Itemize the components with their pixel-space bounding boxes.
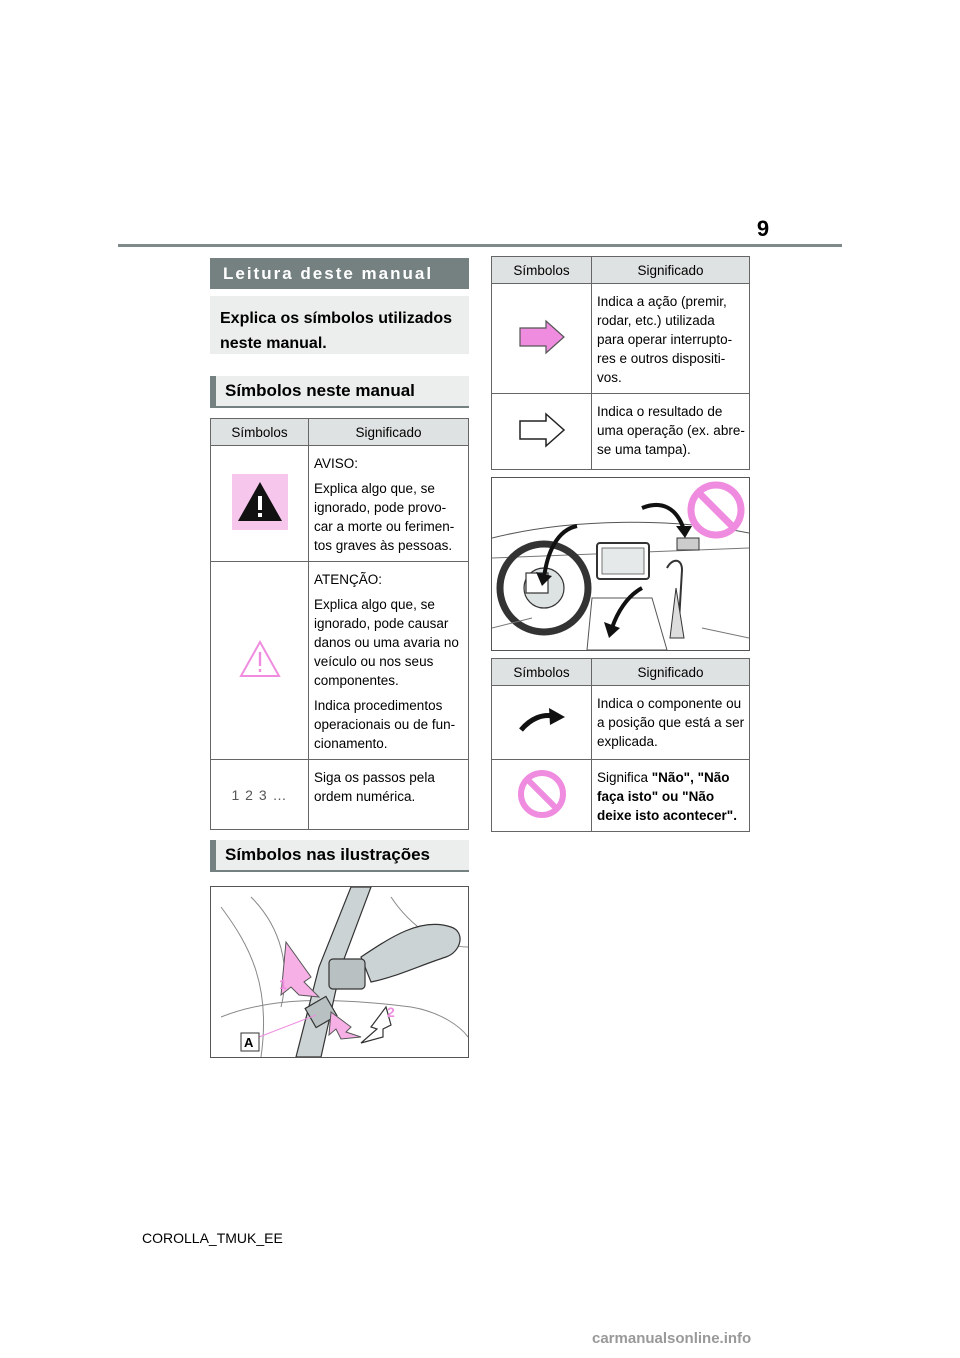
outline-arrow-icon xyxy=(518,412,566,448)
warning-label: AVISO: xyxy=(314,456,359,471)
col-header-meaning: Significado xyxy=(309,419,469,446)
table-row xyxy=(492,394,750,470)
symbols-heading xyxy=(210,376,469,408)
caution-outline-triangle-icon xyxy=(238,639,282,679)
page-number: 9 xyxy=(756,216,770,241)
curved-arrow-icon xyxy=(517,706,567,736)
header-rule xyxy=(118,244,842,247)
prohibit-prefix: Significa xyxy=(597,770,652,785)
col-header-symbols: Símbolos xyxy=(211,419,309,446)
caution-text: Explica algo que, se ignorado, pode causar danos ou uma avaria no veículo ou nos seus componentes. xyxy=(314,597,459,688)
symbols-table xyxy=(210,418,469,830)
warning-text: Explica algo que, se ignorado, pode provo-car a morte ou ferimen-tos graves às pessoas. xyxy=(314,481,455,553)
component-text: Indica o componente ou a posição que está a ser explicada. xyxy=(597,696,745,749)
action-text: Indica a ação (premir, rodar, etc.) utilizada para operar interrupto-res e outros dispositi-vos. xyxy=(597,294,733,385)
illustrations-heading-text: Símbolos nas ilustrações xyxy=(225,845,431,864)
table-header-row xyxy=(492,257,750,284)
callout-2: 2 xyxy=(387,1004,395,1020)
seatbelt-illustration xyxy=(210,886,469,1058)
prohibition-icon xyxy=(516,768,568,820)
footer-code: COROLLA_TMUK_EE xyxy=(142,1230,283,1246)
seatbelt-buckle-image xyxy=(211,887,468,1057)
steps-icon: 1 2 3 … xyxy=(231,786,288,803)
col-header-symbols: Símbolos xyxy=(492,257,592,284)
pink-arrow-icon xyxy=(518,319,566,355)
illustration-symbols-table xyxy=(491,658,750,832)
table-row xyxy=(492,284,750,394)
table-row xyxy=(492,686,750,760)
table-header-row xyxy=(211,419,469,446)
table-row xyxy=(211,446,469,562)
dashboard-image xyxy=(492,478,749,650)
illustrations-heading xyxy=(210,840,469,872)
action-symbols-table xyxy=(491,256,750,470)
section-title-band xyxy=(210,258,469,289)
callout-1: 1 xyxy=(279,976,287,992)
warning-filled-triangle-icon xyxy=(232,474,288,530)
col-header-symbols: Símbolos xyxy=(492,659,592,686)
steps-text: Siga os passos pela ordem numérica. xyxy=(314,770,435,804)
symbols-heading-text: Símbolos neste manual xyxy=(225,381,415,400)
col-header-meaning: Significado xyxy=(592,659,750,686)
section-title: Leitura deste manual xyxy=(223,263,434,283)
table-row xyxy=(211,562,469,760)
table-header-row xyxy=(492,659,750,686)
caution-procedures-text: Indica procedimentos operacionais ou de fun-cionamento. xyxy=(314,698,456,751)
caution-label: ATENÇÃO: xyxy=(314,572,383,587)
prohibit-meaning: "Não", "Não faça isto" ou "Não deixe isto acontecer". xyxy=(597,770,737,823)
callout-a: A xyxy=(244,1035,254,1050)
dashboard-illustration xyxy=(491,477,750,651)
table-row xyxy=(492,760,750,832)
intro-box xyxy=(210,296,469,354)
intro-text: Explica os símbolos utilizados neste manual. xyxy=(220,310,453,352)
table-row xyxy=(211,760,469,830)
col-header-meaning: Significado xyxy=(592,257,750,284)
watermark: carmanualsonline.info xyxy=(592,1330,752,1347)
result-text: Indica o resultado de uma operação (ex. abre-se uma tampa). xyxy=(597,404,745,457)
